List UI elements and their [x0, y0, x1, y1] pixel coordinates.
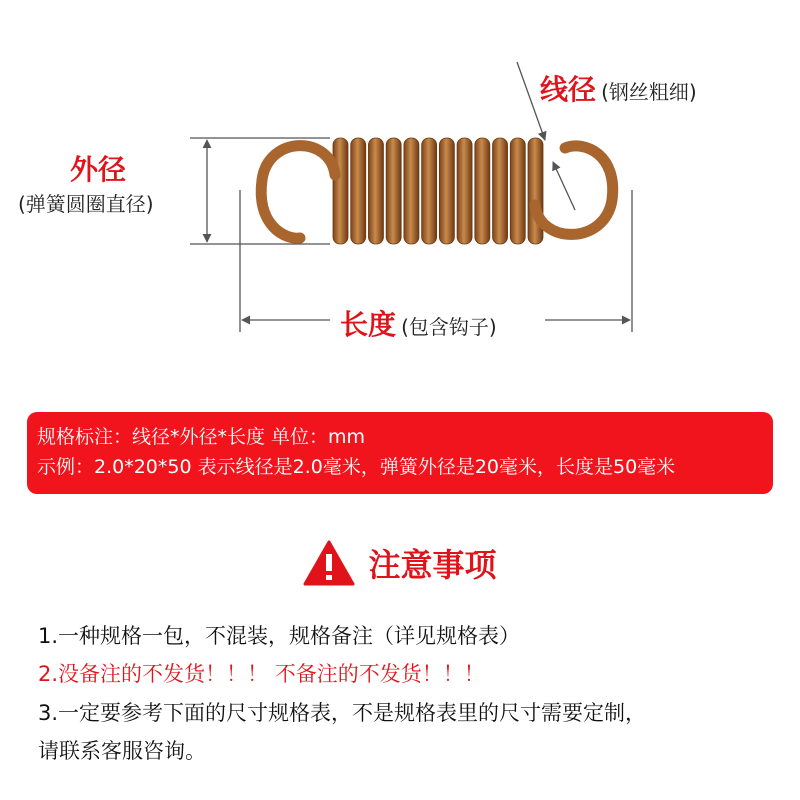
notice-item-1: 1.一种规格一包，不混装，规格备注（详见规格表）: [38, 624, 521, 648]
coil-turn: [351, 138, 366, 244]
notice-item-3-continued: 请联系客服咨询。: [38, 739, 206, 763]
length-label: [340, 303, 497, 343]
wire-diameter-label: [540, 68, 697, 108]
spec-banner: [27, 412, 773, 494]
outer-diameter-note: (弹簧圆圈直径): [18, 192, 154, 216]
notice-item-2: 2.没备注的不发货！！！ 不备注的不发货！！！: [38, 662, 485, 686]
left-hook: [261, 146, 335, 239]
length-title: 长度: [340, 308, 397, 341]
coil-turn: [475, 138, 490, 244]
coil-turn: [493, 138, 508, 244]
length-note: (包含钩子): [401, 315, 497, 339]
coil-turn: [439, 138, 454, 244]
outer-diameter-title: 外径: [70, 153, 127, 186]
coil-turn: [386, 138, 401, 244]
spec-format-line: 规格标注：线径*外径*长度 单位：mm: [37, 426, 366, 448]
spec-example-line: 示例：2.0*20*50 表示线径是2.0毫米，弹簧外径是20毫米，长度是50毫米: [37, 456, 676, 478]
notice-item-3: 3.一定要参考下面的尺寸规格表，不是规格表里的尺寸需要定制，: [38, 701, 647, 725]
spring-coil: [333, 138, 543, 244]
wire-diameter-note: (钢丝粗细): [601, 80, 697, 104]
coil-turn: [368, 138, 383, 244]
coil-turn: [457, 138, 472, 244]
right-hook: [535, 146, 613, 234]
wire-diameter-title: 线径: [540, 73, 597, 106]
notice-heading: [0, 540, 800, 586]
coil-turn: [404, 138, 419, 244]
warning-icon: [303, 540, 355, 586]
notice-title: 注意事项: [368, 546, 497, 584]
coil-turn: [510, 138, 525, 244]
coil-turn: [333, 138, 348, 244]
coil-turn: [422, 138, 437, 244]
